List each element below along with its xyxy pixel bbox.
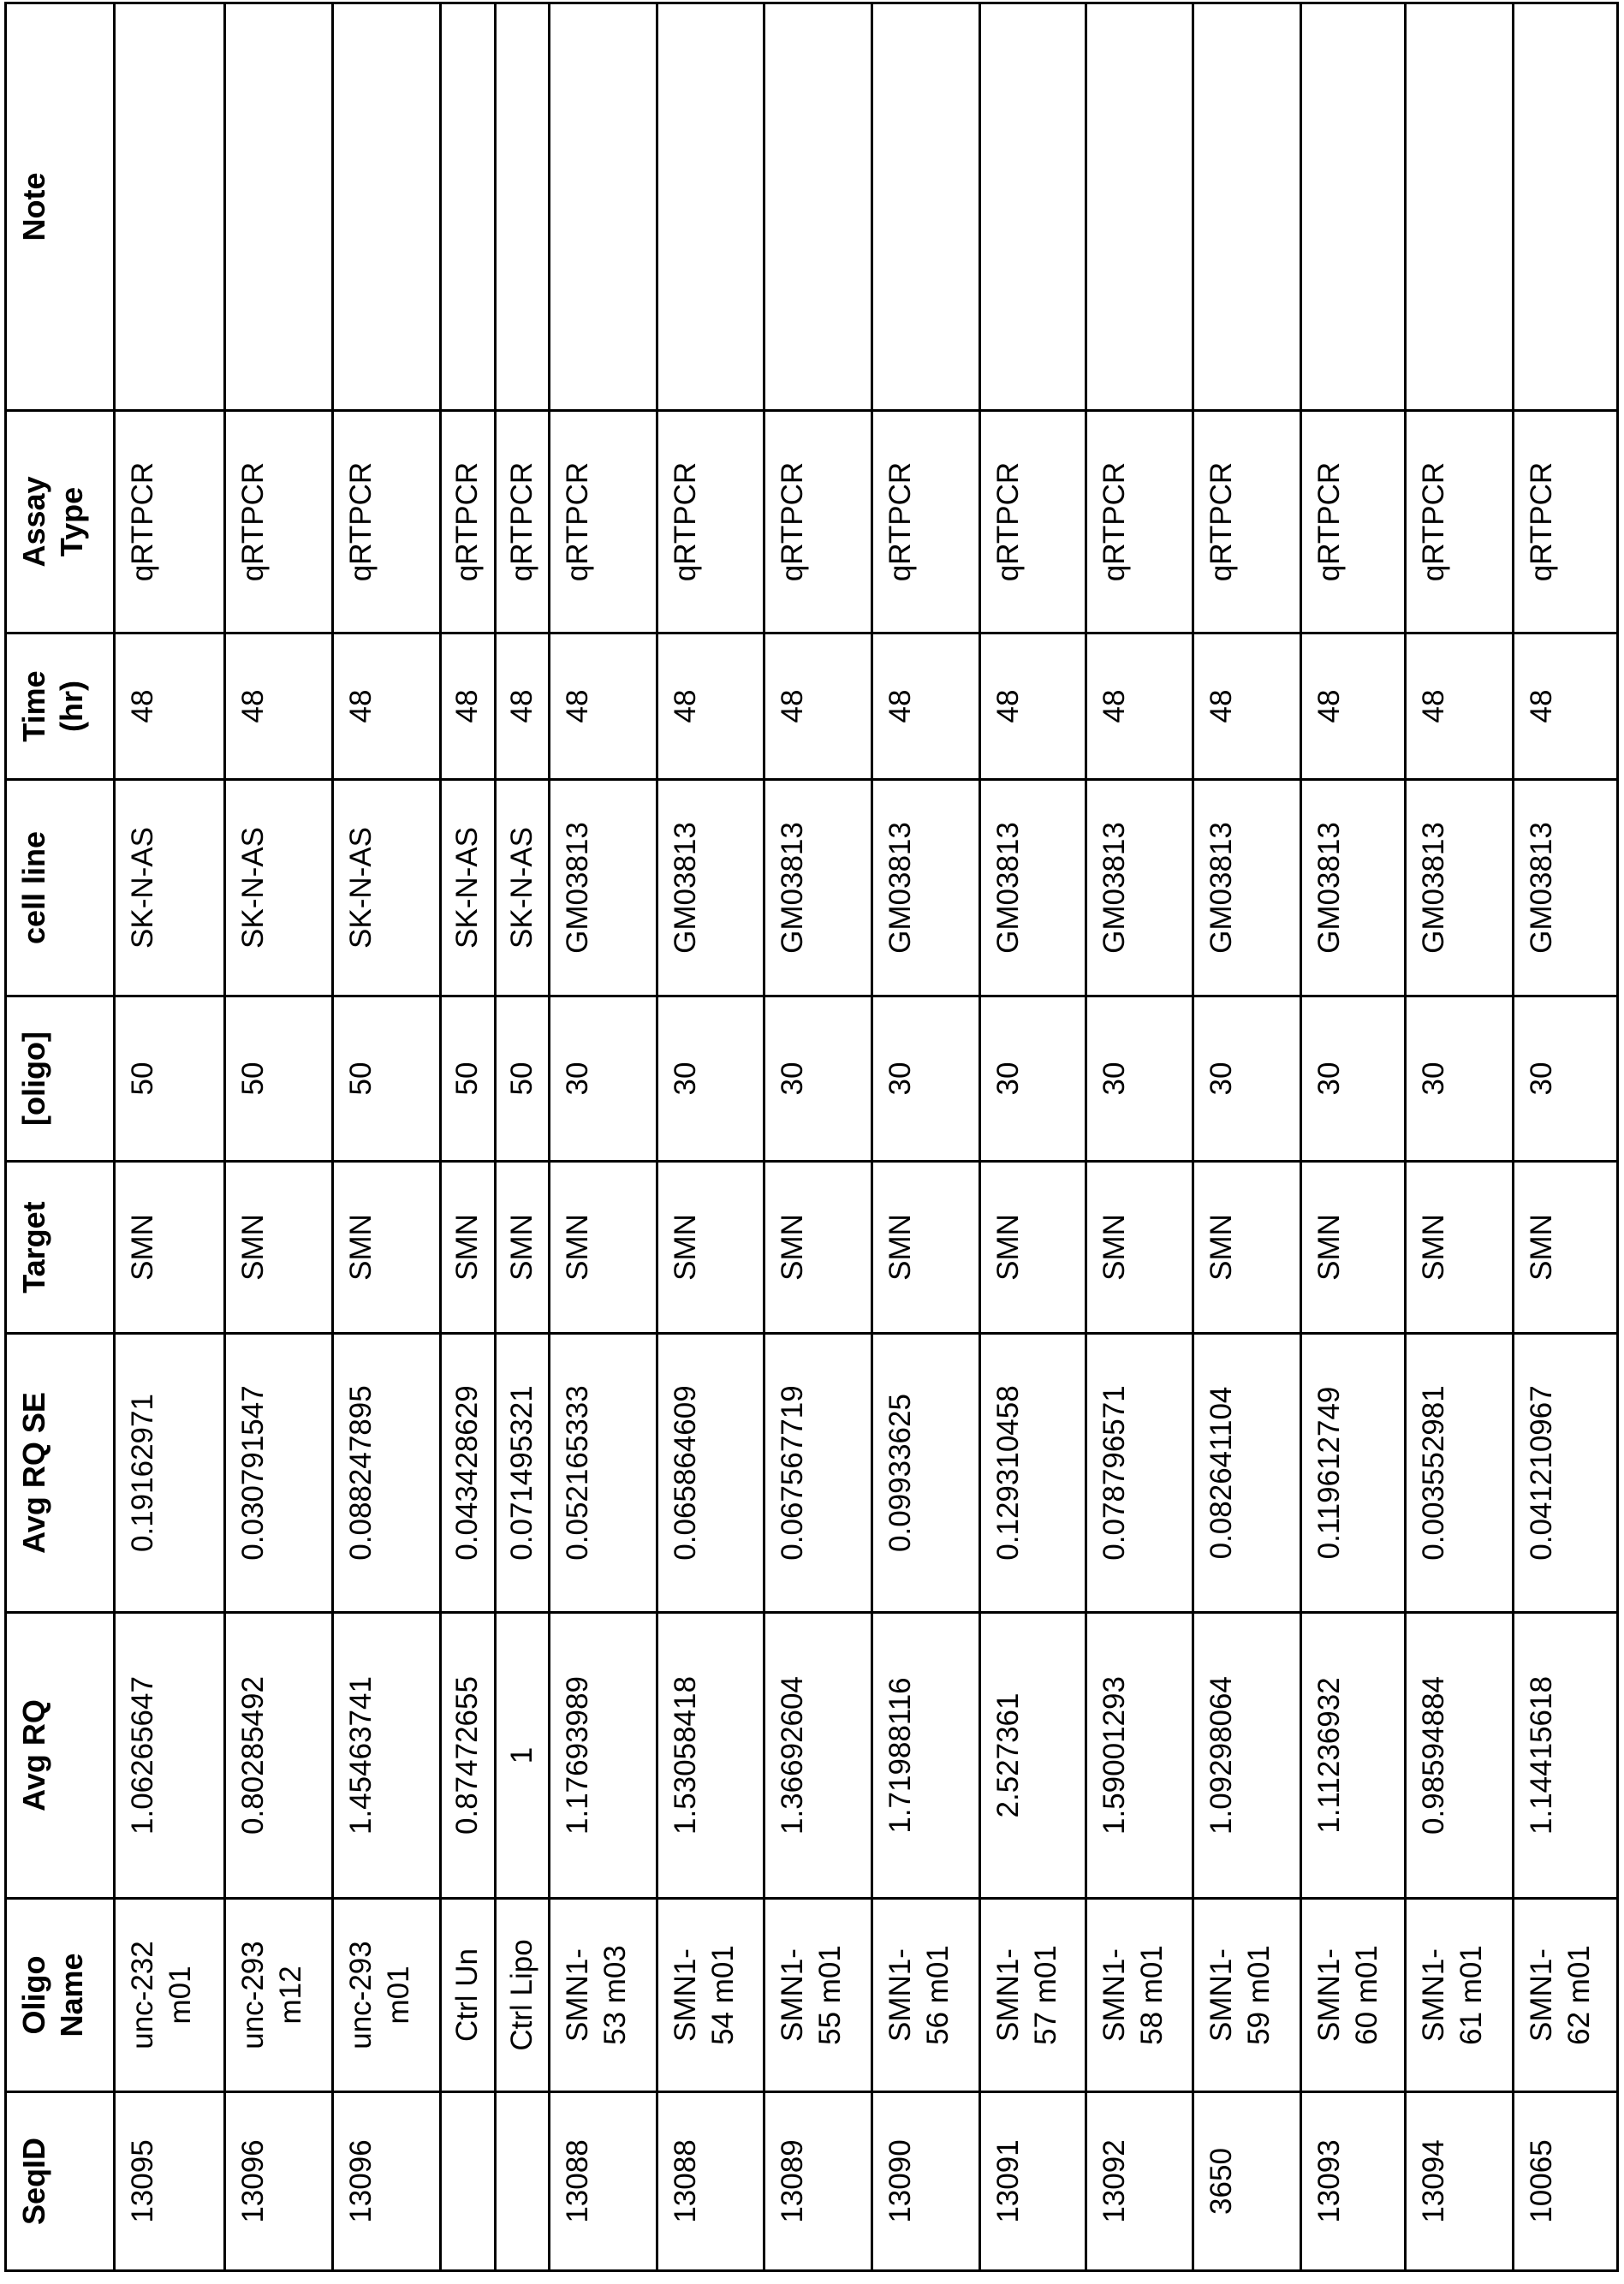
table-row (225, 3, 333, 2271)
cell-target: SMN (657, 1162, 764, 1334)
cell-avg-rq: 1.59001293 (1086, 1613, 1193, 1899)
cell-seqid (496, 2092, 550, 2271)
cell-time: 48 (1301, 633, 1406, 780)
cell-oligo-name: SMN1-58 m01 (1086, 1899, 1193, 2092)
cell-assay-type: qRTPCR (1406, 411, 1514, 633)
cell-note (980, 3, 1086, 411)
cell-oligo-name: unc-232 m01 (115, 1899, 225, 2092)
cell-target: SMN (1301, 1162, 1406, 1334)
cell-cell-line: GM03813 (1406, 780, 1514, 996)
cell-avg-rq: 2.527361 (980, 1613, 1086, 1899)
cell-cell-line: SK-N-AS (115, 780, 225, 996)
cell-target: SMN (441, 1162, 496, 1334)
cell-oligo-conc: 50 (115, 996, 225, 1162)
cell-seqid: 13093 (1301, 2092, 1406, 2271)
table-row (1086, 3, 1193, 2271)
cell-target: SMN (872, 1162, 980, 1334)
cell-time: 48 (1193, 633, 1301, 780)
cell-avg-rq-se: 0.041210967 (1514, 1334, 1618, 1613)
table-row (980, 3, 1086, 2271)
cell-seqid: 13096 (333, 2092, 441, 2271)
cell-assay-type: qRTPCR (1086, 411, 1193, 633)
cell-avg-rq: 0.80285492 (225, 1613, 333, 1899)
table-row (657, 3, 764, 2271)
cell-note (225, 3, 333, 411)
cell-time: 48 (225, 633, 333, 780)
cell-oligo-conc: 30 (980, 996, 1086, 1162)
cell-seqid: 13089 (764, 2092, 872, 2271)
cell-seqid: 13096 (225, 2092, 333, 2271)
cell-time: 48 (1514, 633, 1618, 780)
cell-note (1301, 3, 1406, 411)
header-avg-rq: Avg RQ (6, 1613, 115, 1899)
cell-seqid: 13095 (115, 2092, 225, 2271)
cell-oligo-conc: 30 (550, 996, 657, 1162)
cell-assay-type: qRTPCR (657, 411, 764, 633)
cell-avg-rq: 0.87472655 (441, 1613, 496, 1899)
cell-seqid: 3650 (1193, 2092, 1301, 2271)
cell-note (1514, 3, 1618, 411)
cell-cell-line: GM03813 (1301, 780, 1406, 996)
cell-avg-rq: 1.09298064 (1193, 1613, 1301, 1899)
header-assay-type-label: Assay Type (15, 476, 91, 567)
cell-seqid: 10065 (1514, 2092, 1618, 2271)
cell-note (872, 3, 980, 411)
header-time-label: Time (hr) (15, 670, 91, 741)
cell-oligo-name: unc-293 m01 (333, 1899, 441, 2092)
cell-oligo-conc: 30 (1086, 996, 1193, 1162)
cell-oligo-name: SMN1-56 m01 (872, 1899, 980, 2092)
cell-target: SMN (333, 1162, 441, 1334)
cell-oligo-name: unc-293 m12 (225, 1899, 333, 2092)
cell-assay-type: qRTPCR (441, 411, 496, 633)
header-oligo-conc: [oligo] (6, 996, 115, 1162)
cell-oligo-name: Ctrl Lipo (496, 1899, 550, 2092)
cell-avg-rq: 1 (496, 1613, 550, 1899)
cell-oligo-name: SMN1-62 m01 (1514, 1899, 1618, 2092)
cell-target: SMN (1193, 1162, 1301, 1334)
cell-target: SMN (225, 1162, 333, 1334)
cell-time: 48 (1086, 633, 1193, 780)
header-cell-line: cell line (6, 780, 115, 996)
cell-avg-rq-se: 0.088247895 (333, 1334, 441, 1613)
cell-assay-type: qRTPCR (1514, 411, 1618, 633)
cell-avg-rq: 1.17693989 (550, 1613, 657, 1899)
cell-time: 48 (1406, 633, 1514, 780)
cell-oligo-name: Ctrl Un (441, 1899, 496, 2092)
cell-avg-rq-se: 0.129310458 (980, 1334, 1086, 1613)
cell-note (333, 3, 441, 411)
table-row (1193, 3, 1301, 2271)
table-row (333, 3, 441, 2271)
cell-avg-rq: 1.71988116 (872, 1613, 980, 1899)
cell-avg-rq: 1.45463741 (333, 1613, 441, 1899)
header-target: Target (6, 1162, 115, 1334)
cell-cell-line: GM03813 (1514, 780, 1618, 996)
cell-oligo-name: SMN1-57 m01 (980, 1899, 1086, 2092)
cell-time: 48 (872, 633, 980, 780)
cell-assay-type: qRTPCR (115, 411, 225, 633)
header-seqid: SeqID (6, 2092, 115, 2271)
cell-assay-type: qRTPCR (333, 411, 441, 633)
cell-oligo-conc: 30 (1514, 996, 1618, 1162)
cell-avg-rq-se: 0.19162971 (115, 1334, 225, 1613)
cell-target: SMN (1514, 1162, 1618, 1334)
cell-time: 48 (115, 633, 225, 780)
table-row (764, 3, 872, 2271)
cell-assay-type: qRTPCR (1193, 411, 1301, 633)
cell-assay-type: qRTPCR (980, 411, 1086, 633)
header-avg-rq-se: Avg RQ SE (6, 1334, 115, 1613)
cell-assay-type: qRTPCR (872, 411, 980, 633)
header-time (6, 633, 115, 780)
cell-avg-rq-se: 0.067567719 (764, 1334, 872, 1613)
cell-note (550, 3, 657, 411)
cell-oligo-name: SMN1-60 m01 (1301, 1899, 1406, 2092)
cell-cell-line: GM03813 (764, 780, 872, 996)
cell-avg-rq-se: 0.043428629 (441, 1334, 496, 1613)
cell-oligo-conc: 30 (1193, 996, 1301, 1162)
cell-avg-rq-se: 0.119612749 (1301, 1334, 1406, 1613)
cell-seqid: 13092 (1086, 2092, 1193, 2271)
cell-avg-rq-se: 0.071495321 (496, 1334, 550, 1613)
cell-seqid: 13088 (657, 2092, 764, 2271)
cell-cell-line: SK-N-AS (441, 780, 496, 996)
header-oligo-name-label: Oligo Name (15, 1953, 91, 2037)
cell-assay-type: qRTPCR (550, 411, 657, 633)
cell-cell-line: GM03813 (1086, 780, 1193, 996)
table-row (441, 3, 496, 2271)
cell-oligo-name: SMN1-53 m03 (550, 1899, 657, 2092)
cell-avg-rq-se: 0.030791547 (225, 1334, 333, 1613)
cell-time: 48 (764, 633, 872, 780)
cell-note (115, 3, 225, 411)
cell-oligo-conc: 30 (1301, 996, 1406, 1162)
cell-oligo-conc: 50 (441, 996, 496, 1162)
cell-cell-line: GM03813 (980, 780, 1086, 996)
cell-avg-rq-se: 0.052165333 (550, 1334, 657, 1613)
cell-seqid (441, 2092, 496, 2271)
cell-oligo-conc: 50 (333, 996, 441, 1162)
cell-note (1086, 3, 1193, 411)
cell-note (441, 3, 496, 411)
cell-target: SMN (1406, 1162, 1514, 1334)
cell-target: SMN (980, 1162, 1086, 1334)
table-row (1301, 3, 1406, 2271)
table-row (1514, 3, 1618, 2271)
cell-seqid: 13088 (550, 2092, 657, 2271)
cell-avg-rq: 0.98594884 (1406, 1613, 1514, 1899)
cell-cell-line: SK-N-AS (225, 780, 333, 996)
cell-oligo-conc: 50 (496, 996, 550, 1162)
cell-target: SMN (550, 1162, 657, 1334)
cell-time: 48 (333, 633, 441, 780)
cell-avg-rq-se: 0.003552981 (1406, 1334, 1514, 1613)
cell-time: 48 (496, 633, 550, 780)
cell-oligo-name: SMN1-54 m01 (657, 1899, 764, 2092)
table-row (115, 3, 225, 2271)
cell-avg-rq: 1.14415618 (1514, 1613, 1618, 1899)
cell-seqid: 13091 (980, 2092, 1086, 2271)
cell-note (1193, 3, 1301, 411)
table-row (550, 3, 657, 2271)
header-assay-type (6, 411, 115, 633)
cell-assay-type: qRTPCR (225, 411, 333, 633)
cell-cell-line: GM03813 (1193, 780, 1301, 996)
results-table (4, 2, 1619, 2272)
cell-assay-type: qRTPCR (1301, 411, 1406, 633)
cell-cell-line: GM03813 (657, 780, 764, 996)
cell-cell-line: GM03813 (550, 780, 657, 996)
cell-assay-type: qRTPCR (764, 411, 872, 633)
cell-cell-line: GM03813 (872, 780, 980, 996)
cell-time: 48 (550, 633, 657, 780)
cell-note (657, 3, 764, 411)
cell-oligo-conc: 30 (764, 996, 872, 1162)
cell-cell-line: SK-N-AS (333, 780, 441, 996)
cell-oligo-conc: 30 (872, 996, 980, 1162)
cell-oligo-name: SMN1-61 m01 (1406, 1899, 1514, 2092)
header-row (6, 3, 115, 2271)
cell-note (496, 3, 550, 411)
rotated-table-container (4, 4, 1616, 2272)
cell-oligo-name: SMN1-55 m01 (764, 1899, 872, 2092)
cell-oligo-name: SMN1-59 m01 (1193, 1899, 1301, 2092)
cell-target: SMN (1086, 1162, 1193, 1334)
header-oligo-name (6, 1899, 115, 2092)
cell-seqid: 13090 (872, 2092, 980, 2271)
table-row (1406, 3, 1514, 2271)
cell-avg-rq-se: 0.082641104 (1193, 1334, 1301, 1613)
cell-avg-rq: 1.36692604 (764, 1613, 872, 1899)
cell-seqid: 13094 (1406, 2092, 1514, 2271)
cell-target: SMN (496, 1162, 550, 1334)
cell-assay-type: qRTPCR (496, 411, 550, 633)
cell-target: SMN (115, 1162, 225, 1334)
cell-oligo-conc: 30 (657, 996, 764, 1162)
cell-avg-rq-se: 0.065864609 (657, 1334, 764, 1613)
header-note: Note (6, 3, 115, 411)
cell-oligo-conc: 50 (225, 996, 333, 1162)
cell-avg-rq-se: 0.078796571 (1086, 1334, 1193, 1613)
cell-time: 48 (980, 633, 1086, 780)
cell-oligo-conc: 30 (1406, 996, 1514, 1162)
cell-avg-rq-se: 0.09933625 (872, 1334, 980, 1613)
cell-avg-rq: 1.53058418 (657, 1613, 764, 1899)
cell-avg-rq: 1.06265647 (115, 1613, 225, 1899)
cell-cell-line: SK-N-AS (496, 780, 550, 996)
cell-time: 48 (657, 633, 764, 780)
table-row (496, 3, 550, 2271)
table-row (872, 3, 980, 2271)
cell-time: 48 (441, 633, 496, 780)
cell-note (764, 3, 872, 411)
cell-avg-rq: 1.11236932 (1301, 1613, 1406, 1899)
cell-target: SMN (764, 1162, 872, 1334)
cell-note (1406, 3, 1514, 411)
